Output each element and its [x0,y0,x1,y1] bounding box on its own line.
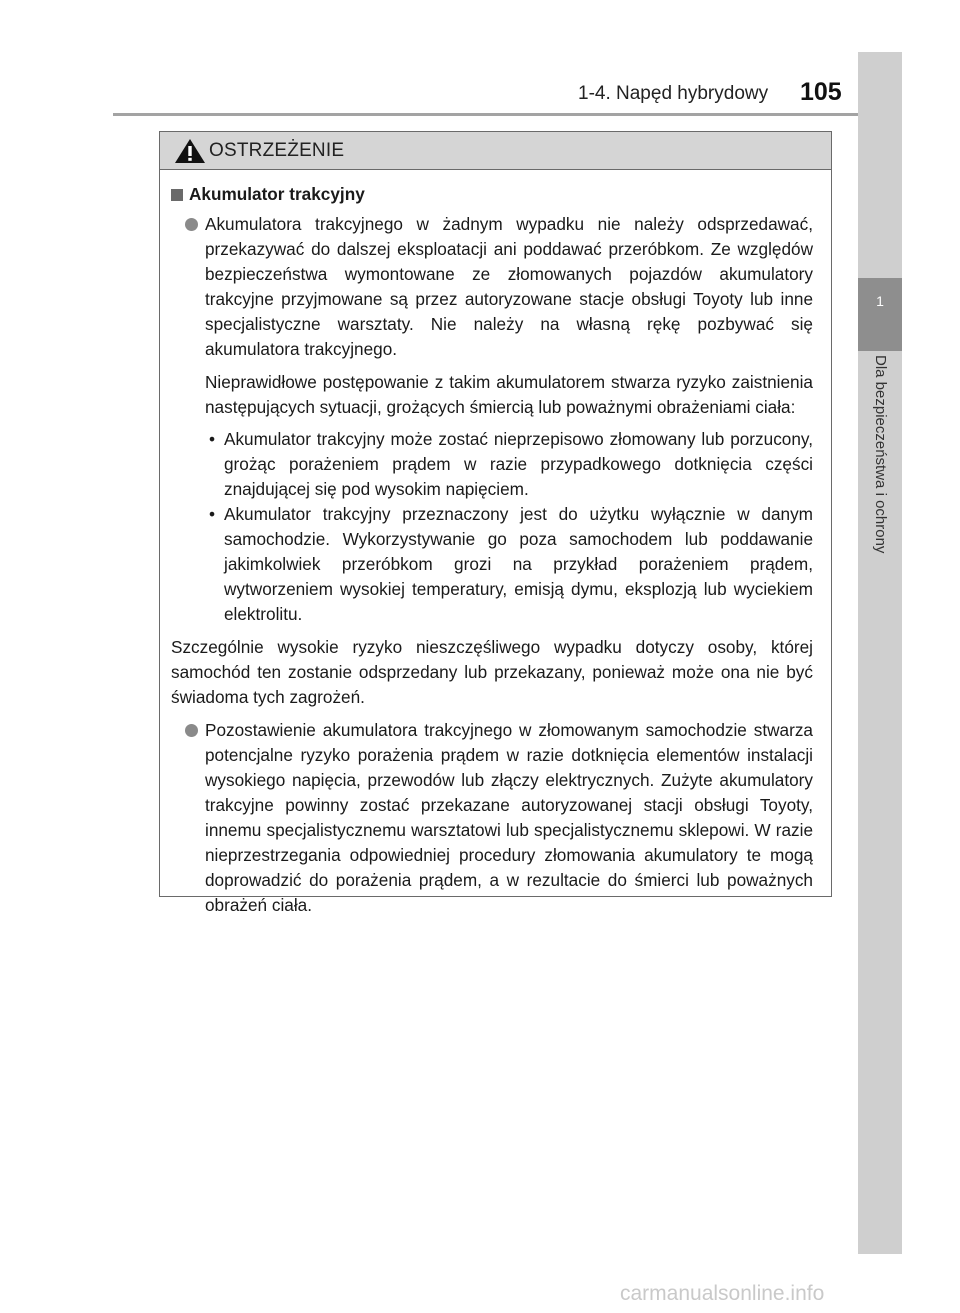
round-bullet-icon [185,218,198,231]
watermark: carmanualsonline.info [620,1282,825,1305]
risk-text: Akumulator trakcyjny przeznaczony jest do użytku wyłącznie w danym samochodzie. Wykorzystywanie go poza samochodem lub poddawanie jakimkolwiek przeróbkom grozi na przykład porażeniem prądem, wytworzeniem wysokiej temperatury, emisją dymu, eksplozją lub wyciekiem elektrolitu. [224,504,813,624]
header-rule [113,113,858,116]
warning-body [160,170,831,918]
chapter-number: 1 [876,293,884,309]
dot-bullet: • [209,504,216,524]
risk-intro: Nieprawidłowe postępowanie z takim akumulatorem stwarza ryzyko zaistnienia następujących sytuacji, grożących śmiercią lub poważnymi obrażeniami ciała: [205,372,813,417]
chapter-label: Dla bezpieczeństwa i ochrony [872,355,889,554]
risk-item [209,427,813,502]
side-tab-active-marker [858,278,902,351]
bullet-text: Pozostawienie akumulatora trakcyjnego w złomowanym samochodzie stwarza potencjalne ryzyko porażenia prądem w razie dotknięcia elementów instalacji wysokiego napięcia, przewodów lub złączy elektrycznych. Zużyte akumulatory trakcyjne powinny zostać przekazane autoryzowanej stacji obsługi Toyoty, innemu specjalistycznemu warsztatowi lub specjalistycznemu sklepowi. W razie nieprzestrzegania odpowiedniej procedury złomowania akumulatory te mogą doprowadzić do porażenia prądem, a w rezultacie do śmierci lub poważnych obrażeń ciała. [205,720,813,915]
subheading-text: Akumulator trakcyjny [189,184,365,204]
special-risk-text: Szczególnie wysokie ryzyko nieszczęśliwego wypadku dotyczy osoby, której samochód ten zostanie odsprzedany lub przekazany, ponieważ może ona nie być świadoma tych zagrożeń. [171,637,813,707]
risk-item [209,502,813,627]
page-number: 105 [800,78,842,106]
round-bullet-icon [185,724,198,737]
bullet-text: Akumulatora trakcyjnego w żadnym wypadku nie należy odsprzedawać, przekazywać do dalszej eksploatacji ani poddawać przeróbkom. Ze względów bezpieczeństwa wymontowane ze złomowanych pojazdów akumulatory trakcyjne przyjmowane są przez autoryzowane stacje obsługi Toyoty lub inne specjalistyczne warsztaty. Nie należy na własną rękę pozbywać się akumulatora trakcyjnego. [205,214,813,359]
risk-text: Akumulator trakcyjny może zostać nieprzepisowo złomowany lub porzucony, grożąc porażeniem prądem w razie przypadkowego dotknięcia części znajdującej się pod wysokim napięciem. [224,429,813,499]
warning-header [160,132,831,170]
warning-title: OSTRZEŻENIE [209,139,345,161]
subheading [171,182,813,207]
square-bullet-icon [171,189,183,201]
dot-bullet: • [209,429,216,449]
bullet-item [171,718,813,918]
warning-triangle-icon [174,138,206,164]
section-title: 1-4. Napęd hybrydowy [578,83,769,104]
side-tab [858,52,902,1254]
warning-box [159,131,832,915]
bullet-item [171,212,813,362]
